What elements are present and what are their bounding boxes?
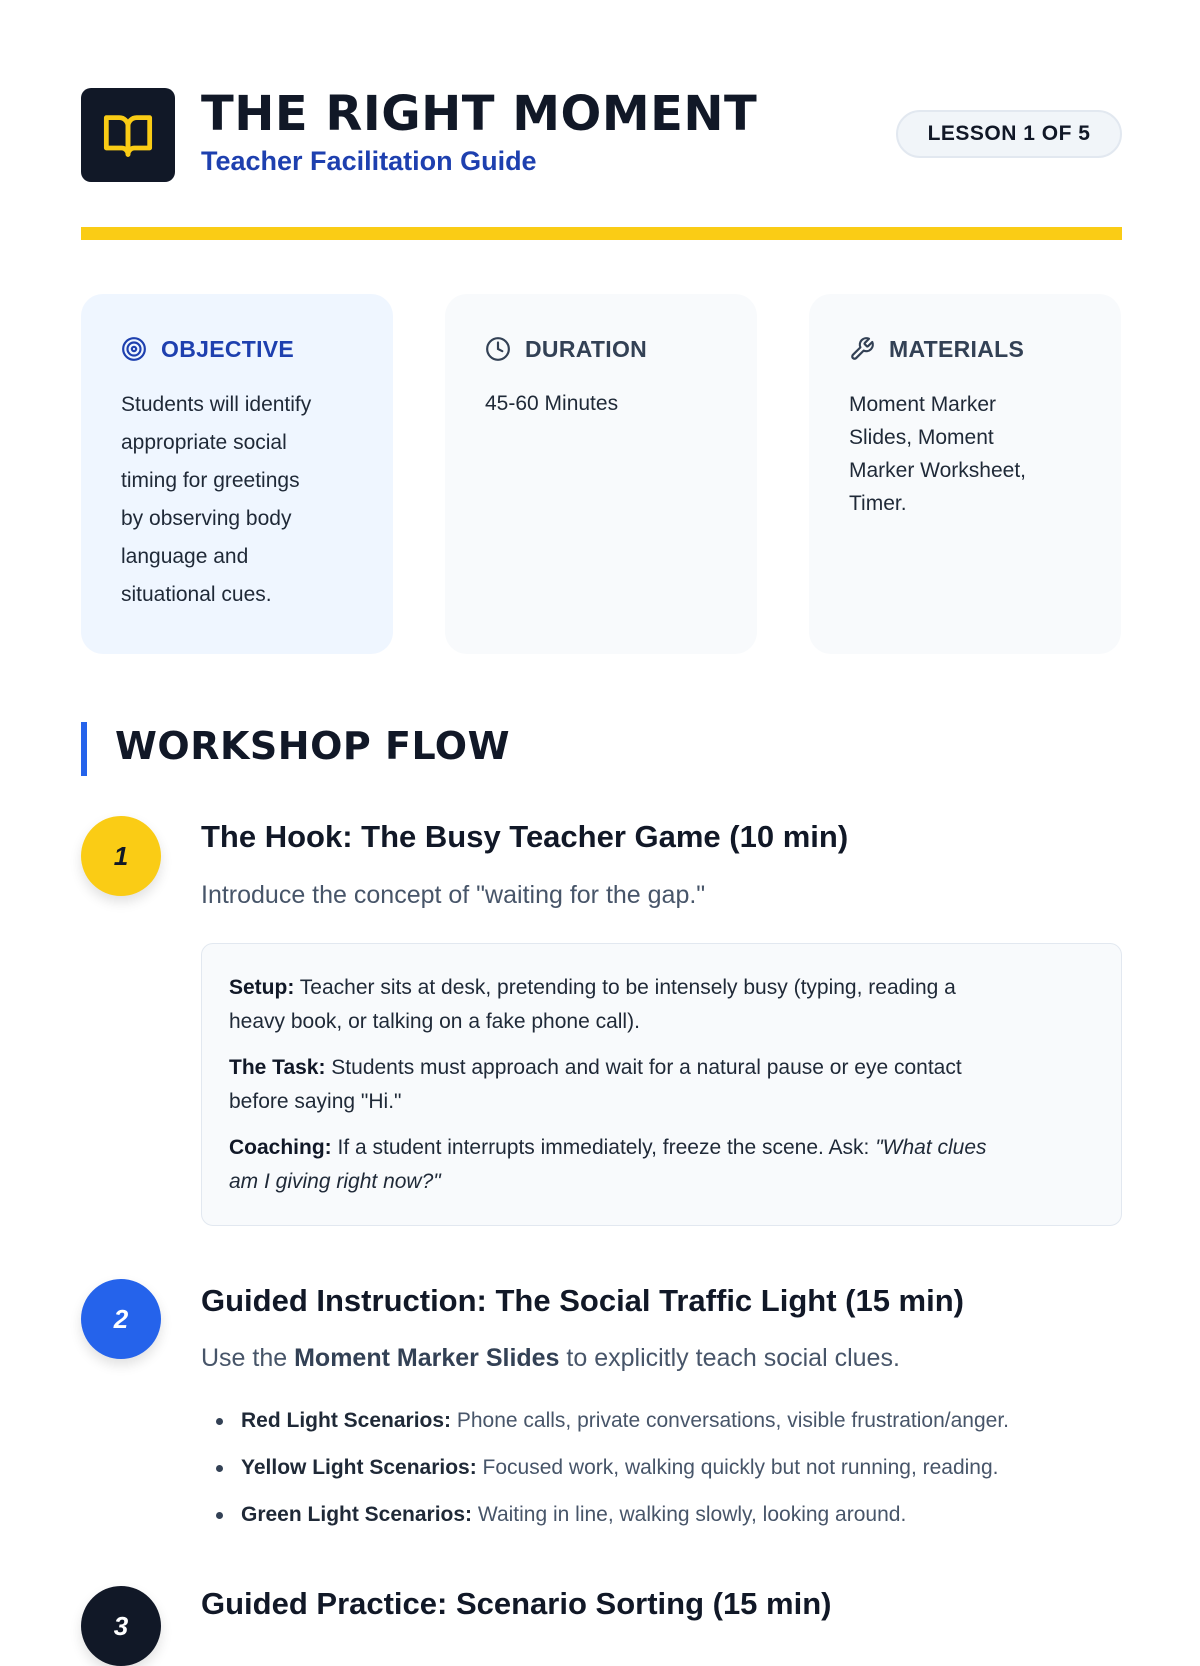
section-title: WORKSHOP FLOW	[115, 724, 511, 768]
page-title: THE RIGHT MOMENT	[201, 86, 758, 142]
step-2-title: Guided Instruction: The Social Traffic Light (15 min)	[201, 1283, 964, 1318]
list-item: Green Light Scenarios: Waiting in line, walking slowly, looking around.	[201, 1495, 1141, 1542]
page-subtitle: Teacher Facilitation Guide	[201, 146, 537, 176]
step-3-title: Guided Practice: Scenario Sorting (15 min)	[201, 1586, 832, 1621]
step-1-description: Introduce the concept of "waiting for the gap."	[201, 881, 706, 909]
traffic-light-list	[201, 1401, 1141, 1542]
task-detail: The Task: Students must approach and wait for a natural pause or eye contact before saying "Hi."	[229, 1056, 962, 1113]
open-book-icon	[102, 109, 154, 161]
duration-label: DURATION	[525, 335, 648, 362]
step-number-3: 3	[81, 1586, 161, 1666]
materials-text: Moment Marker Slides, Moment Marker Worksheet, Timer.	[849, 393, 1026, 515]
objective-text: Students will identify appropriate social timing for greetings by observing body language and situational cues.	[121, 393, 312, 606]
objective-label: OBJECTIVE	[161, 335, 295, 362]
objective-card	[81, 294, 393, 654]
section-rule	[81, 722, 87, 776]
logo	[81, 88, 175, 182]
clock-icon	[485, 336, 511, 362]
step-1-details-box	[201, 943, 1122, 1226]
duration-text: 45-60 Minutes	[485, 392, 619, 415]
step-number-1: 1	[81, 816, 161, 896]
list-item: Red Light Scenarios: Phone calls, private conversations, visible frustration/anger.	[201, 1401, 1141, 1448]
page-header	[81, 88, 1122, 182]
list-item: Yellow Light Scenarios: Focused work, walking quickly but not running, reading.	[201, 1448, 1141, 1495]
target-icon	[121, 336, 147, 362]
setup-detail: Setup: Teacher sits at desk, pretending to be intensely busy (typing, reading a heavy book, or talking on a fake phone call).	[229, 976, 956, 1033]
step-1-title: The Hook: The Busy Teacher Game (10 min)	[201, 819, 849, 854]
coaching-detail: Coaching: If a student interrupts immediately, freeze the scene. Ask: "What clues am I giving right now?"	[229, 1136, 987, 1193]
step-number-2: 2	[81, 1279, 161, 1359]
wrench-icon	[849, 336, 875, 362]
duration-card	[445, 294, 757, 654]
materials-label: MATERIALS	[889, 335, 1025, 362]
step-2-description: Use the Moment Marker Slides to explicitly teach social clues.	[201, 1344, 900, 1372]
lesson-badge: LESSON 1 OF 5	[896, 110, 1122, 158]
materials-card	[809, 294, 1121, 654]
accent-divider	[81, 227, 1122, 240]
